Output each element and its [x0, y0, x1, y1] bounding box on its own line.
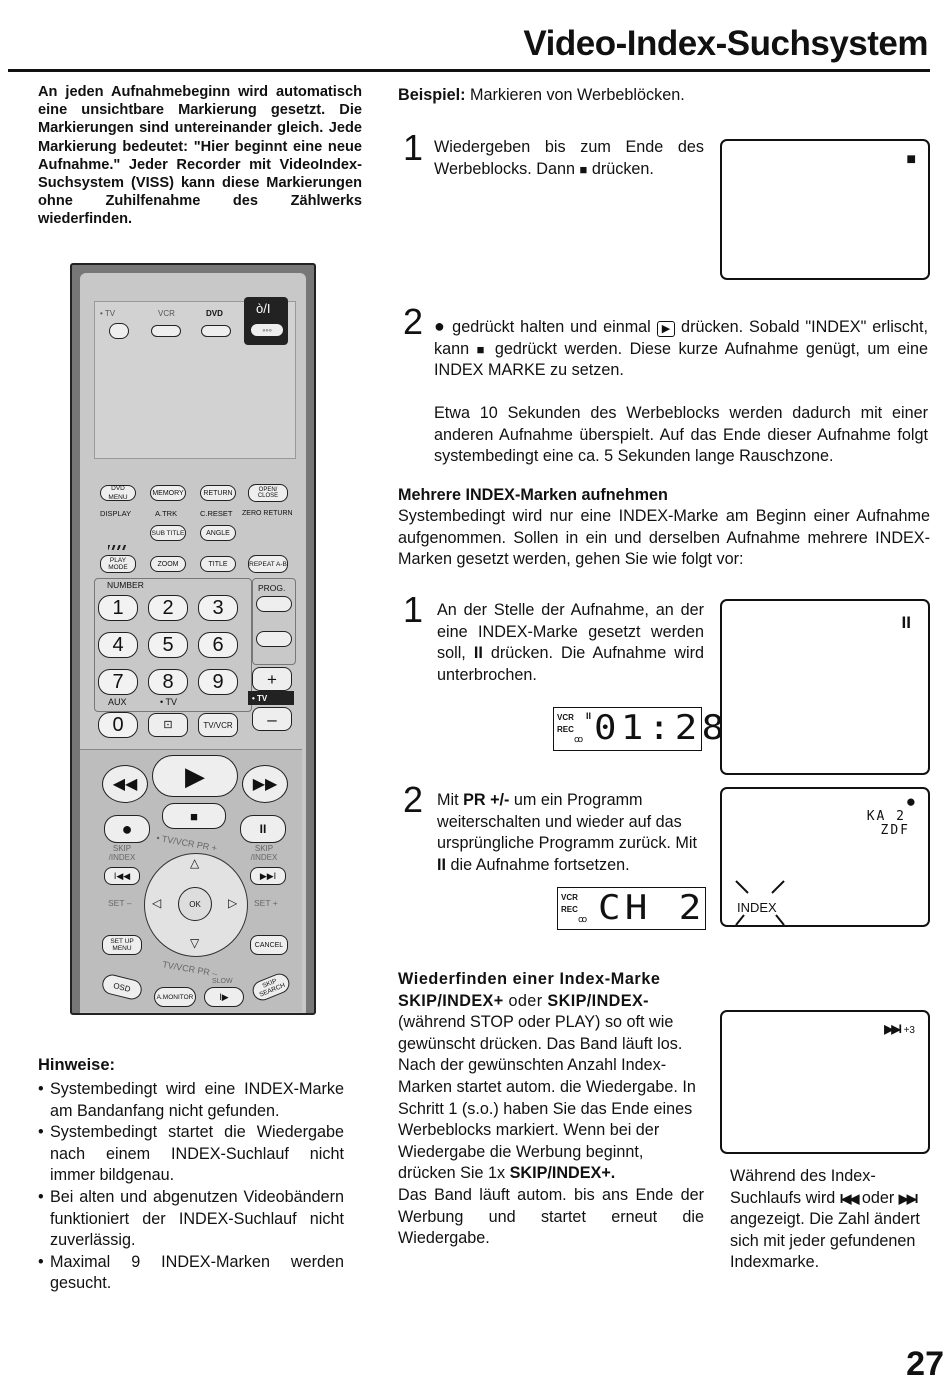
right-arrow-icon: ▷	[228, 896, 238, 910]
remote-zero-return: ZERO RETURN	[242, 510, 293, 517]
fast-forward-icon: ▶▶	[242, 765, 288, 803]
remote-skip-index-right: SKIP /INDEX	[250, 844, 278, 862]
example-step1-part-a: Wiedergeben bis zum Ende des Werbeblocks. Dann	[434, 138, 704, 178]
skip-forward-icon: ▶▶I	[898, 1190, 917, 1206]
remote-display: DISPLAY	[100, 509, 132, 518]
pause-icon: II	[586, 711, 592, 721]
play-button-icon: ▶	[657, 321, 675, 337]
pause-icon: II	[473, 644, 483, 663]
pause-icon: II	[437, 855, 446, 874]
example-step2-part-a: gedrückt halten und einmal	[446, 318, 657, 336]
remote-atrk: A.TRK	[155, 509, 178, 518]
remote-dvd-menu: DVD MENU	[100, 485, 136, 501]
multi-step2-part-a: Mit	[437, 791, 464, 809]
find-keys	[398, 991, 704, 1013]
remote-key-7: 7	[98, 669, 138, 695]
example-text: Markieren von Werbeblöcken.	[465, 86, 685, 104]
cassette-icon: ꝏ	[574, 734, 584, 744]
remote-repeat: REPEAT A-B	[248, 555, 288, 573]
remote-key-5: 5	[148, 632, 188, 658]
remote-setup-menu: SET UP MENU	[102, 935, 142, 955]
stop-square-icon: ■	[906, 151, 916, 168]
find-text1-bold: SKIP/INDEX+.	[509, 1164, 616, 1183]
record-icon: ●	[104, 815, 150, 843]
multi-step1-number: 1	[403, 589, 424, 630]
play-icon: ▶	[152, 755, 238, 797]
example-step1-part-b: drücken.	[587, 159, 654, 178]
example-step2-number: 2	[403, 301, 424, 342]
page-title: Video-Index-Suchsystem	[523, 24, 928, 63]
remote-sub-title: SUB TITLE	[150, 525, 186, 541]
remote-tv-vol-text: • TV	[252, 694, 268, 703]
remote-tv-switch	[109, 323, 129, 339]
remote-control-illustration	[70, 263, 316, 1015]
multi-text: Systembedingt wird nur eine INDEX-Marke am Beginn einer Aufnahme aufgenommen. Sollen in ein und derselben Aufnahme mehrere INDEX-Marken gesetzt werden, gehen Sie wie folgt vor:	[398, 507, 930, 569]
input-select-icon: ⊡	[148, 713, 188, 737]
remote-key-9: 9	[198, 669, 238, 695]
multi-step2-part-b: um ein Programm weiterschalten und wieder auf das ursprüngliche Programm zurück. Mit	[437, 791, 697, 853]
note-item: • Maximal 9 INDEX-Marken werden gesucht.	[38, 1252, 344, 1295]
multi-step1-text	[437, 600, 704, 686]
example-step2-part-b: drücken. Sobald "INDEX" erlischt, kann	[434, 318, 928, 358]
vcr-display-channel	[557, 887, 706, 930]
tv-screen-channel	[720, 787, 930, 927]
remote-slash-marks	[108, 545, 126, 550]
side-note	[730, 1166, 928, 1274]
remote-number-label: NUMBER	[107, 580, 144, 590]
remote-label-vcr: VCR	[158, 309, 175, 318]
remote-label-dvd: DVD	[206, 309, 223, 318]
down-arrow-icon: ▽	[190, 936, 200, 950]
find-key-minus: SKIP/INDEX-	[547, 991, 649, 1010]
title-rule	[8, 69, 930, 72]
remote-play-mode: PLAY MODE	[100, 555, 136, 573]
remote-key-4: 4	[98, 632, 138, 658]
tv-screen-pause	[720, 599, 930, 775]
remote-memory: MEMORY	[150, 485, 186, 501]
index-label: INDEX	[737, 900, 777, 915]
remote-prog-down	[256, 631, 292, 647]
lcd-vcr-label: VCR	[557, 713, 574, 722]
minus-icon: –	[252, 707, 292, 731]
find-key-plus: SKIP/INDEX+	[398, 991, 504, 1010]
record-dot-icon: ●	[434, 316, 447, 336]
multi-heading: Mehrere INDEX-Marken aufnehmen	[398, 486, 668, 504]
multi-step2-part-c: die Aufnahme fortsetzen.	[446, 855, 630, 874]
find-text2: Das Band läuft autom. bis ans Ende der Werbung und startet erneut die Wiedergabe.	[398, 1185, 704, 1248]
rewind-icon: ◀◀	[102, 765, 148, 803]
stop-square-icon: ■	[579, 161, 588, 177]
multi-step1-part-a: An der Stelle der Aufnahme, an der eine INDEX-Marke gesetzt werden soll,	[437, 601, 704, 663]
remote-vcr-switch	[151, 325, 181, 337]
find-text1	[398, 1012, 704, 1185]
cassette-icon: ꝏ	[578, 914, 588, 924]
skip-counter: +3	[903, 1025, 915, 1036]
lcd-counter-value: 01:28	[594, 708, 729, 748]
up-arrow-icon: △	[190, 856, 200, 870]
remote-key-8: 8	[148, 669, 188, 695]
vcr-display-counter	[553, 707, 729, 751]
remote-prog-up	[256, 596, 292, 612]
notes-list	[38, 1079, 344, 1295]
find-keys-or: oder	[503, 991, 548, 1010]
remote-ok: OK	[178, 887, 212, 921]
remote-set-plus: SET +	[254, 898, 278, 908]
lcd-vcr-label: VCR	[561, 893, 578, 902]
skip-back-icon: I◀◀	[104, 867, 140, 885]
skip-forward-icon: ▶▶I	[884, 1022, 900, 1036]
example-paragraph: Etwa 10 Sekunden des Werbeblocks werden dadurch mit einer anderen Aufnahme überspielt. Auf das Ende dieser Aufnahme folgt systembedingt eine ca. 5 Sekunden lange Rauschzone.	[434, 404, 928, 466]
remote-set-minus: SET –	[108, 898, 132, 908]
example-line	[398, 85, 685, 107]
remote-key-0: 0	[98, 712, 138, 738]
remote-slow-label: SLOW	[212, 978, 233, 985]
stop-icon: ■	[162, 803, 226, 829]
example-step2-text	[434, 316, 928, 382]
remote-power-button: ◦◦◦	[250, 323, 284, 337]
remote-key-2: 2	[148, 595, 188, 621]
power-icon: ò/I	[256, 301, 271, 316]
example-step1-number: 1	[403, 127, 424, 168]
lcd-rec-label: REC	[561, 905, 578, 914]
lcd-rec-label: REC	[557, 725, 574, 734]
pause-icon: II	[240, 815, 286, 843]
channel-display: KA 2	[866, 809, 906, 824]
lcd-channel-value: CH 2	[598, 888, 706, 928]
multi-step2-bold: PR +/-	[463, 791, 510, 809]
stop-square-icon: ■	[476, 341, 488, 357]
side-note-part-b: oder	[857, 1188, 899, 1207]
left-arrow-icon: ◁	[152, 896, 162, 910]
note-item: • Systembedingt wird eine INDEX-Marke am Bandanfang nicht gefunden.	[38, 1079, 344, 1122]
note-item: • Bei alten und abgenutzen Videobändern funktioniert der INDEX-Suchlauf nicht zuverlässig.	[38, 1187, 344, 1252]
tv-screen-stop	[720, 139, 930, 280]
remote-label-tv: • TV	[100, 309, 116, 318]
intro-text: An jeden Aufnahmebeginn wird automatisch eine unsichtbare Markierung gesetzt. Die Markierungen sind untereinander gleich. Jede Markierung bedeutet: "Hier beginnt eine neue Aufnahme." Jeder Recorder mit VideoIndex-Suchsystem (VISS) kann diese Markierungen ohne Zuhilfenahme des Zählwerks wiederfinden.	[38, 84, 362, 228]
remote-tvvcr-pr-bottom: TV/VCR PR –	[161, 959, 219, 979]
multi-step2-number: 2	[403, 779, 424, 820]
record-dot-icon: ●	[905, 792, 916, 811]
remote-key-6: 6	[198, 632, 238, 658]
notes-heading: Hinweise:	[38, 1056, 116, 1074]
multi-step1-part-b: drücken. Die Aufnahme wird unterbrochen.	[437, 644, 704, 684]
find-text1-main: (während STOP oder PLAY) so oft wie gewünscht drücken. Das Band läuft los. Nach der gewünschten Anzahl Index-Marken startet autom. die Wiedergabe. In Schritt 1 (s.o.) haben Sie das Ende eines Werbeblocks markiert. Wenn bei der Wiedergabe die Werbung beginnt, drücken Sie 1x	[398, 1013, 696, 1183]
multi-step2-text	[437, 790, 705, 876]
remote-prog-label: PROG.	[258, 583, 286, 593]
remote-skip-index-left: SKIP /INDEX	[108, 844, 136, 862]
remote-skip-search: SKIP SEARCH	[250, 971, 293, 1004]
remote-key-1: 1	[98, 595, 138, 621]
pause-icon: II	[901, 613, 911, 632]
skip-forward-icon: ▶▶I	[250, 867, 286, 885]
remote-key-3: 3	[198, 595, 238, 621]
remote-creset: C.RESET	[200, 509, 233, 518]
note-item: • Systembedingt startet die Wiedergabe nach einem INDEX-Suchlauf nicht immer bildgenau.	[38, 1122, 344, 1187]
plus-icon: +	[252, 667, 292, 691]
example-step1-text	[434, 137, 704, 180]
remote-tv2-label: • TV	[160, 697, 177, 707]
side-note-part-c: angezeigt. Die Zahl ändert sich mit jeder gefundenen Indexmarke.	[730, 1210, 920, 1272]
remote-angle: ANGLE	[200, 525, 236, 541]
remote-open-close: OPEN/ CLOSE	[248, 484, 288, 502]
find-section	[398, 969, 704, 1250]
find-heading: Wiederfinden einer Index-Marke	[398, 970, 661, 988]
remote-cancel: CANCEL	[250, 935, 288, 955]
skip-back-icon: I◀◀	[839, 1190, 858, 1206]
side-note-part-a: Während des Index-Suchlaufs wird	[730, 1167, 876, 1207]
slow-icon: I▶	[204, 987, 244, 1007]
remote-dvd-switch	[201, 325, 231, 337]
remote-tvvcr-pr-top: • TV/VCR PR +	[155, 832, 218, 854]
example-step2-part-c: gedrückt werden. Diese kurze Aufnahme genügt, um eine INDEX MARKE zu setzen.	[434, 339, 928, 380]
remote-zoom: ZOOM	[150, 556, 186, 572]
page-number: 27	[906, 1345, 944, 1383]
example-label: Beispiel:	[398, 86, 466, 104]
remote-osd: OSD	[100, 972, 144, 1001]
tv-screen-skip	[720, 1010, 930, 1154]
remote-title: TITLE	[200, 556, 236, 572]
remote-return: RETURN	[200, 485, 236, 501]
remote-aux-label: AUX	[108, 697, 127, 707]
station-name: ZDF	[880, 823, 910, 838]
remote-a-monitor: A.MONITOR	[154, 987, 196, 1007]
remote-tv-vcr: TV/VCR	[198, 713, 238, 737]
